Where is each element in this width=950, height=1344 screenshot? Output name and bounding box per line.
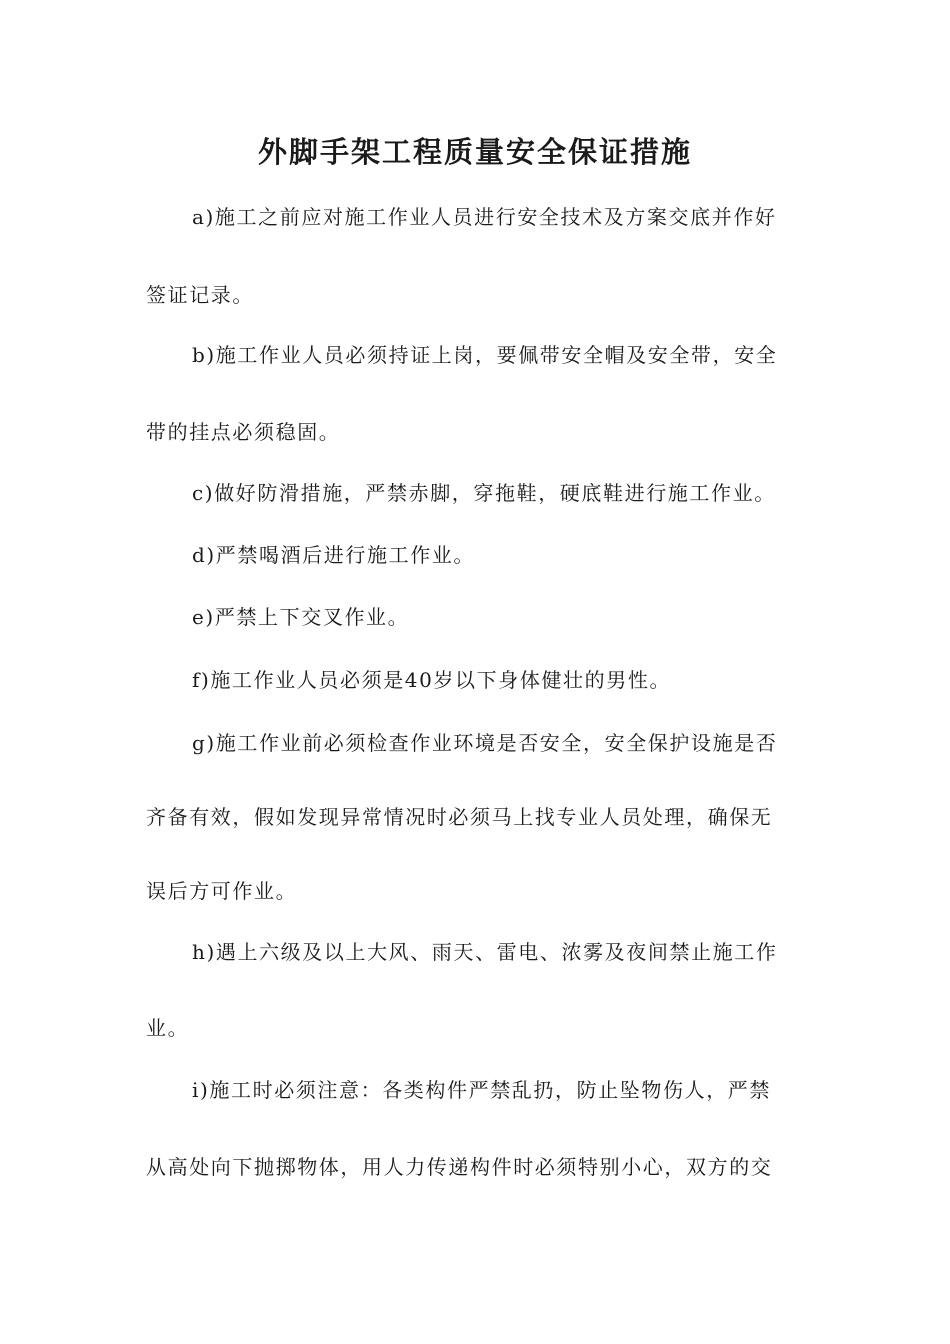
paragraph-line: 签证记录。 xyxy=(146,283,254,307)
paragraph-line: c)做好防滑措施，严禁赤脚，穿拖鞋，硬底鞋进行施工作业。 xyxy=(192,481,776,505)
paragraph-line: f)施工作业人员必须是40岁以下身体健壮的男性。 xyxy=(192,668,672,692)
paragraph-line: 误后方可作业。 xyxy=(146,879,298,903)
paragraph-line: h)遇上六级及以上大风、雨天、雷电、浓雾及夜间禁止施工作 xyxy=(192,940,778,964)
paragraph-line: i)施工时必须注意：各类构件严禁乱扔，防止坠物伤人，严禁 xyxy=(192,1078,771,1102)
paragraph-line: 业。 xyxy=(146,1016,190,1040)
paragraph-line: a)施工之前应对施工作业人员进行安全技术及方案交底并作好 xyxy=(192,205,777,229)
paragraph-line: e)严禁上下交叉作业。 xyxy=(192,605,410,629)
paragraph-line: g)施工作业前必须检查作业环境是否安全，安全保护设施是否 xyxy=(192,731,778,755)
paragraph-line: 齐备有效，假如发现异常情况时必须马上找专业人员处理，确保无 xyxy=(146,805,773,829)
paragraph-line: b)施工作业人员必须持证上岗，要佩带安全帽及安全带，安全 xyxy=(192,343,778,367)
paragraph-line: 带的挂点必须稳固。 xyxy=(146,420,341,444)
paragraph-line: 从高处向下抛掷物体，用人力传递构件时必须特别小心，双方的交 xyxy=(146,1155,773,1179)
paragraph-line: d)严禁喝酒后进行施工作业。 xyxy=(192,543,476,567)
document-title: 外脚手架工程质量安全保证措施 xyxy=(257,135,692,169)
